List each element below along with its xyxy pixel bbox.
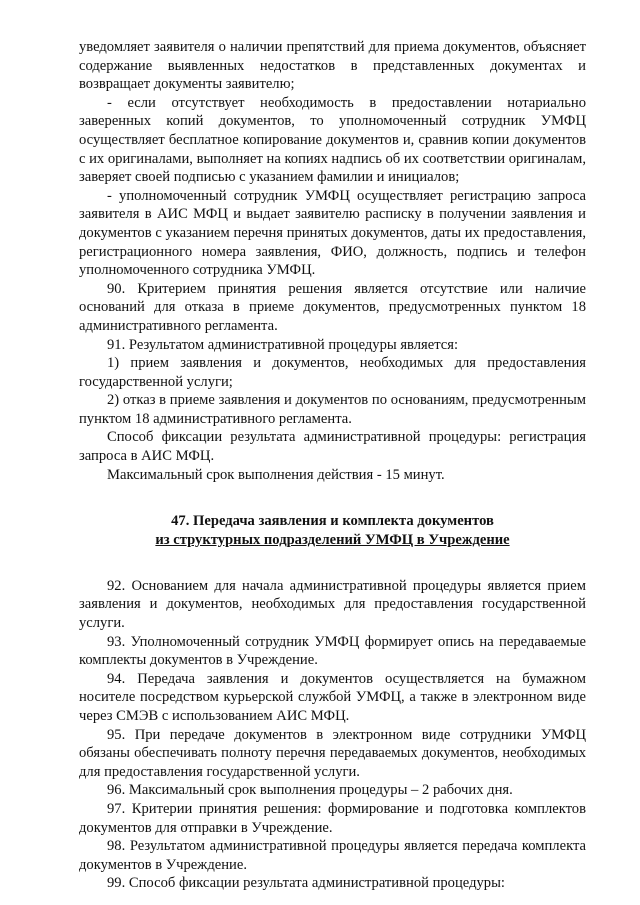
section-heading-line-1: 47. Передача заявления и комплекта документов xyxy=(171,513,494,530)
paragraph-97: 97. Критерии принятия решения: формирование и подготовка комплектов документов для отправки в Учреждение. xyxy=(79,800,586,836)
paragraph-max-time: Максимальный срок выполнения действия - 15 минут. xyxy=(107,466,445,483)
paragraph-92: 92. Основанием для начала административной процедуры является прием заявления и документов, необходимых для предоставления государственной услуги. xyxy=(79,577,586,632)
paragraph-90: 90. Критерием принятия решения является отсутствие или наличие оснований для отказа в приеме документов, предусмотренных пунктом 18 административного регламента. xyxy=(79,280,586,334)
paragraph-95: 95. При передаче документов в электронном виде сотрудники УМФЦ обязаны обеспечивать полноту перечня передаваемых документов, необходимых для предоставления государственной услуги. xyxy=(79,726,586,780)
paragraph-continuation: уведомляет заявителя о наличии препятствий для приема документов, объясняет содержание выявленных недостатков в представленных документах и возвращает документы заявителю; xyxy=(79,39,586,93)
paragraph-96: 96. Максимальный срок выполнения процедуры – 2 рабочих дня. xyxy=(107,782,513,799)
paragraph-91-item-2: 2) отказ в приеме заявления и документов по основаниям, предусмотренным пунктом 18 административного регламента. xyxy=(79,392,586,427)
paragraph-registration: - уполномоченный сотрудник УМФЦ осуществляет регистрацию запроса заявителя в АИС МФЦ и выдает заявителю расписку в получении заявления и документов с указанием перечня принятых документов, даты их предоставления, регистрационного номера заявления, ФИО, должность, подпись и телефон уполномоченного сотрудника УМФЦ. xyxy=(79,187,586,279)
paragraph-93: 93. Уполномоченный сотрудник УМФЦ формирует опись на передаваемые комплекты документов в Учреждение. xyxy=(79,633,586,669)
paragraph-copying: - если отсутствует необходимость в предоставлении нотариально заверенных копий документов, то уполномоченный сотрудник УМФЦ осуществляет бесплатное копирование документов и, сравнив копии документов с их оригиналами, выполняет на копиях надпись об их соответствии оригиналам, заверяет своей подписью с указанием фамилии и инициалов; xyxy=(79,94,586,186)
section-heading-47 xyxy=(79,512,586,550)
paragraph-94: 94. Передача заявления и документов осуществляется на бумажном носителе посредством курьерской службой УМФЦ, а также в электронном виде через СМЭВ с использованием АИС МФЦ. xyxy=(79,670,586,724)
paragraph-91-item-1: 1) прием заявления и документов, необходимых для предоставления государственной услуги; xyxy=(79,355,586,390)
section-heading-line-2: из структурных подразделений УМФЦ в Учреждение xyxy=(155,532,510,549)
paragraph-fixation-method: Способ фиксации результата административной процедуры: регистрация запроса в АИС МФЦ. xyxy=(79,429,586,465)
paragraph-99: 99. Способ фиксации результата административной процедуры: xyxy=(107,875,505,892)
paragraph-91: 91. Результатом административной процедуры является: xyxy=(107,336,459,353)
paragraph-98: 98. Результатом административной процедуры является передача комплекта документов в Учреждение. xyxy=(79,838,586,873)
